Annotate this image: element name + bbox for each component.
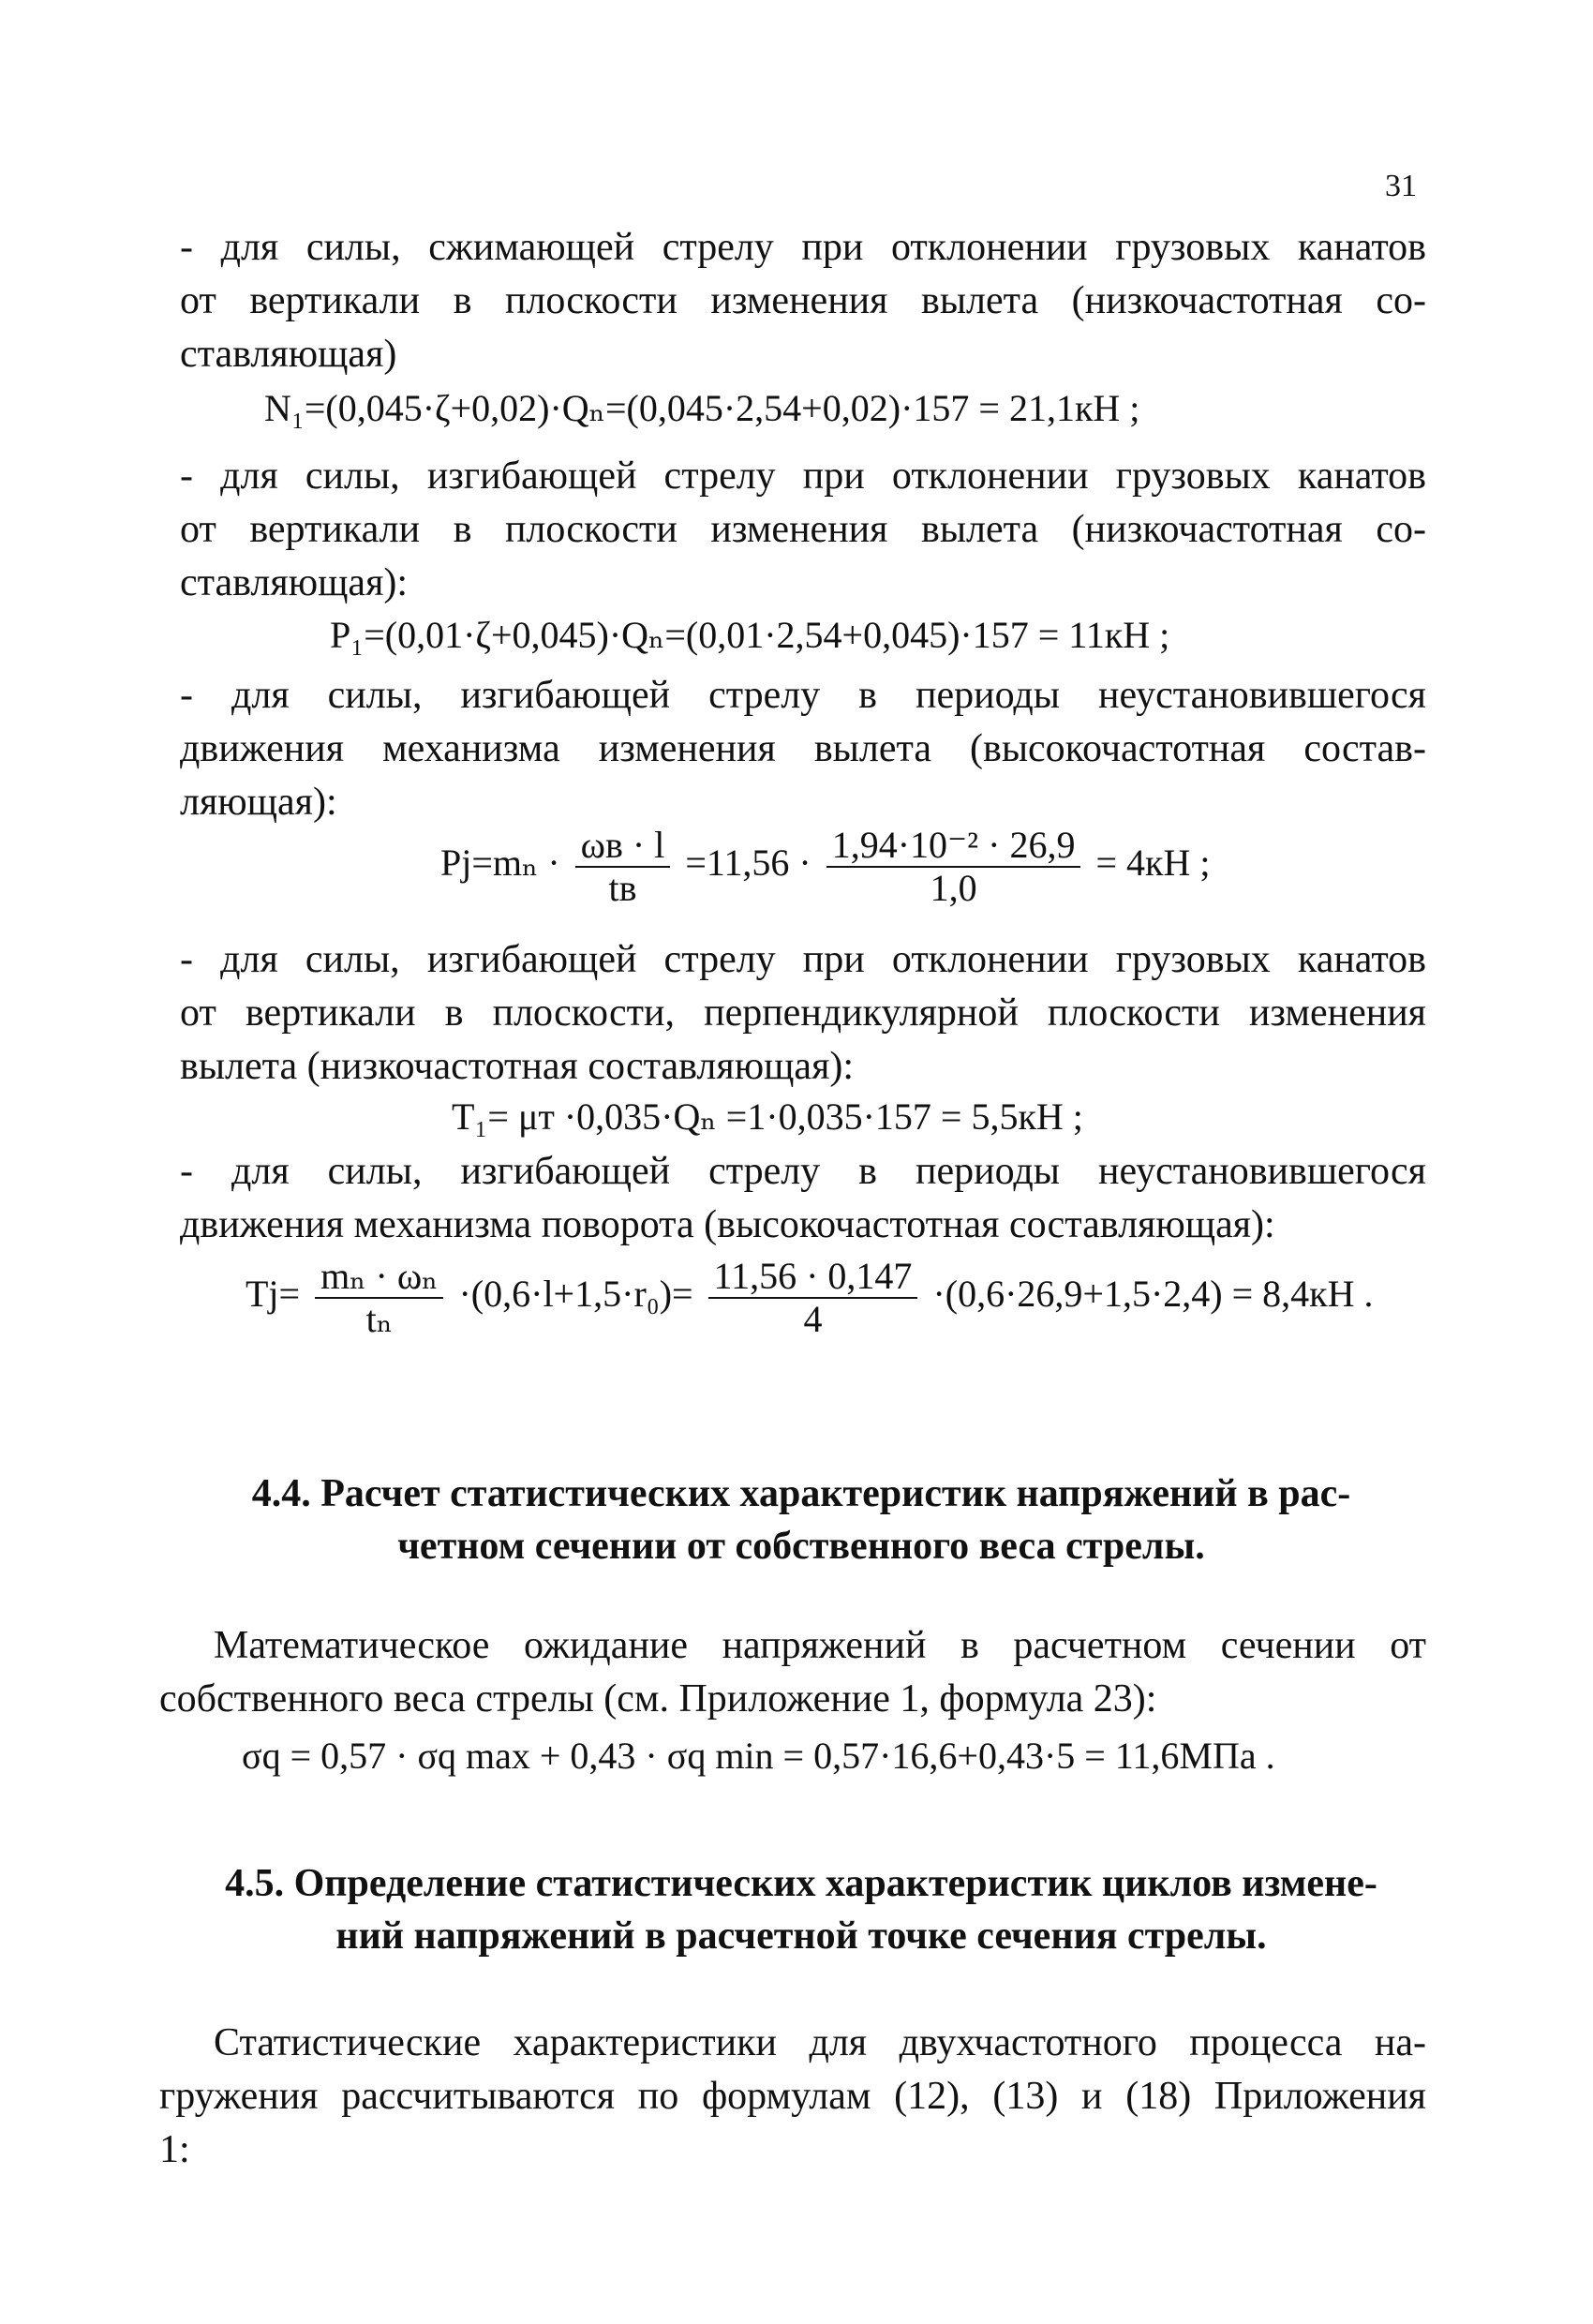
text-line: ставляющая): — [180, 561, 409, 604]
fraction — [708, 1256, 918, 1340]
paragraph-compressive-force — [180, 221, 1426, 381]
formula-pj — [440, 825, 1210, 909]
text-line: 1: — [159, 2128, 190, 2171]
text-line: Математическое ожидание напряжений в расчетном сечении от — [214, 1624, 1426, 1667]
formula-tj — [246, 1256, 1373, 1340]
heading-line: ний напряжений в расчетной точке сечения стрелы. — [335, 1914, 1267, 1958]
text-line: ляющая): — [180, 781, 337, 824]
formula-lhs: Tj= — [246, 1273, 301, 1316]
fraction-numerator: 11,56 · 0,147 — [708, 1256, 918, 1299]
paragraph-bending-force-perpendicular — [180, 933, 1426, 1094]
fraction — [575, 825, 671, 909]
text-line: от вертикали в плоскости изменения вылета (низкочастотная со- — [180, 508, 1426, 551]
paragraph-rotation-force — [180, 1145, 1426, 1252]
section-heading-4-4 — [178, 1467, 1424, 1572]
fraction-numerator: mₙ · ωₙ — [315, 1256, 443, 1299]
text-line: - для силы, изгибающей стрелу при отклонении грузовых канатов — [180, 454, 1426, 498]
formula-middle: =11,56 · — [685, 842, 811, 885]
heading-line: 4.5. Определение статистических характеристик циклов измене- — [225, 1862, 1377, 1905]
text-line: - для силы, сжимающей стрелу при отклонении грузовых канатов — [180, 226, 1426, 269]
paragraph-bending-force-low — [180, 450, 1426, 610]
paragraph-bending-force-high — [180, 669, 1426, 829]
text-line: от вертикали в плоскости, перпендикулярной плоскости изменения — [180, 991, 1426, 1035]
formula-n1: N₁=(0,045·ζ+0,02)·Qₙ=(0,045·2,54+0,02)·157 = 21,1кН ; — [264, 387, 1140, 429]
section-heading-4-5 — [178, 1857, 1424, 1962]
heading-line: 4.4. Расчет статистических характеристик напряжений в рас- — [251, 1472, 1351, 1515]
page-number: 31 — [1385, 169, 1417, 203]
text-line: - для силы, изгибающей стрелу в периоды неустановившегося — [180, 1150, 1426, 1193]
formula-t1: T₁= μт ·0,035·Qₙ =1·0,035·157 = 5,5кН ; — [452, 1095, 1083, 1138]
fraction-denominator: 1,0 — [930, 867, 977, 909]
text-line: - для силы, изгибающей стрелу при отклонении грузовых канатов — [180, 938, 1426, 981]
text-line: Статистические характеристики для двухчастотного процесса на- — [214, 2021, 1426, 2064]
fraction — [826, 825, 1081, 909]
fraction-numerator: ωв · l — [575, 825, 671, 868]
text-line: - для силы, изгибающей стрелу в периоды неустановившегося — [180, 674, 1426, 717]
heading-line: четном сечении от собственного веса стрелы. — [397, 1525, 1205, 1568]
text-line: от вертикали в плоскости изменения вылета (низкочастотная со- — [180, 279, 1426, 322]
formula-p1: P₁=(0,01·ζ+0,045)·Qₙ=(0,01·2,54+0,045)·157 = 11кН ; — [330, 614, 1170, 656]
formula-sigma-q: σq = 0,57 · σq max + 0,43 · σq min = 0,57·16,6+0,43·5 = 11,6МПа . — [242, 1735, 1275, 1777]
text-line: движения механизма поворота (высокочастотная составляющая): — [180, 1203, 1275, 1246]
fraction-denominator: tₙ — [365, 1298, 393, 1340]
text-line: собственного веса стрелы (см. Приложение 1, формула 23): — [159, 1677, 1157, 1721]
paragraph-mathematical-expectation — [159, 1619, 1426, 1726]
text-line: гружения рассчитываются по формулам (12), (13) и (18) Приложения — [159, 2075, 1426, 2118]
text-line: движения механизма изменения вылета (высокочастотная состав- — [180, 727, 1426, 770]
fraction-denominator: tв — [608, 867, 637, 909]
formula-rhs: ·(0,6·26,9+1,5·2,4) = 8,4кН . — [932, 1273, 1374, 1316]
fraction-denominator: 4 — [803, 1298, 823, 1340]
text-line: вылета (низкочастотная составляющая): — [180, 1045, 855, 1088]
formula-rhs: = 4кН ; — [1095, 842, 1211, 885]
fraction-numerator: 1,94·10⁻² · 26,9 — [826, 825, 1081, 868]
paragraph-statistical-characteristics — [159, 2017, 1426, 2177]
fraction — [315, 1256, 443, 1340]
text-line: ставляющая) — [180, 333, 397, 376]
formula-lhs: Pj=mₙ · — [440, 842, 560, 885]
formula-middle: ·(0,6·l+1,5·r₀)= — [458, 1273, 693, 1316]
